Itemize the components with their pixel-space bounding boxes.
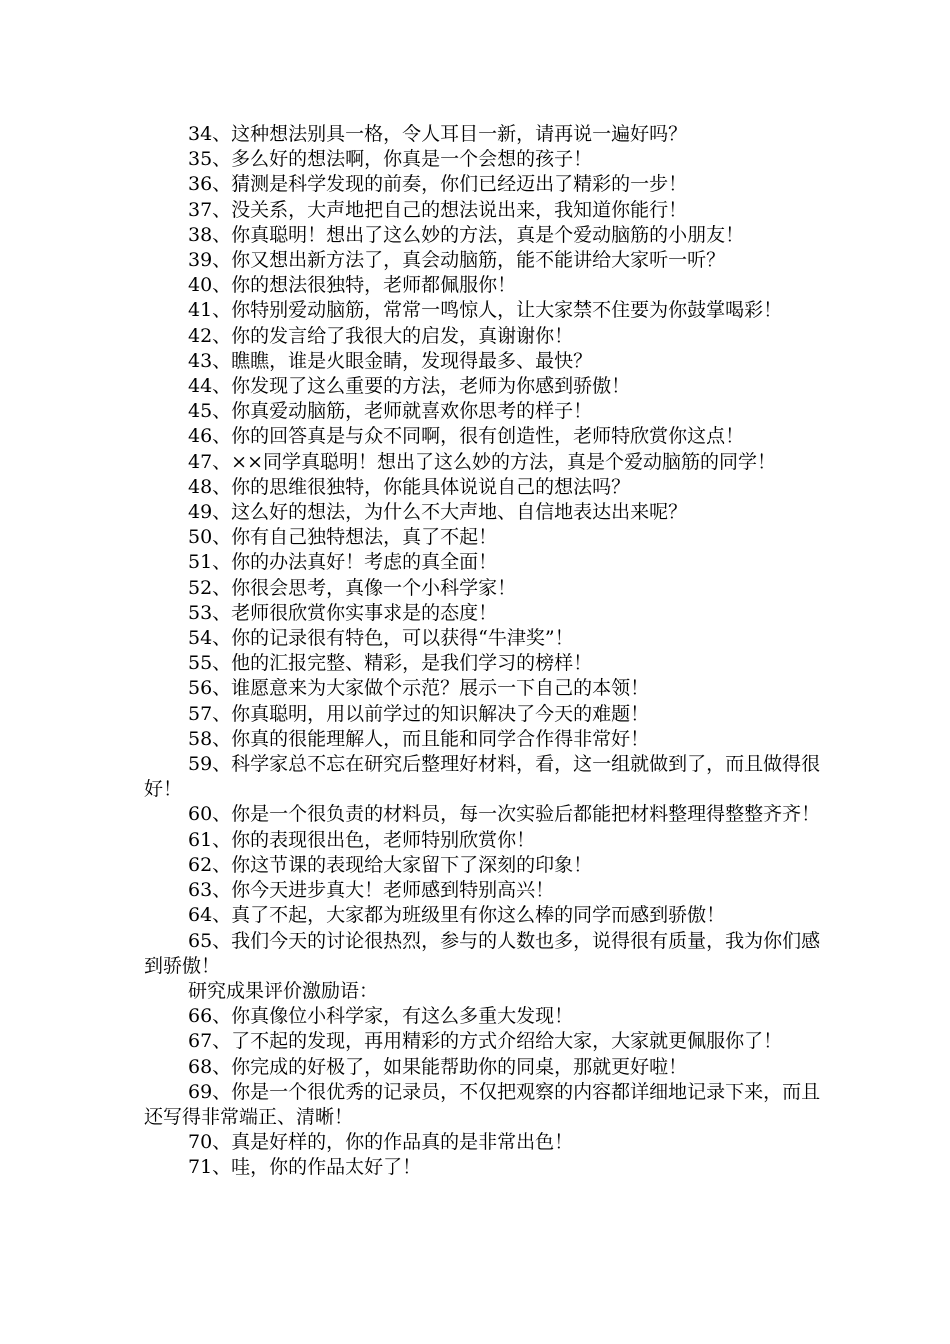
paragraph: 59、科学家总不忘在研究后整理好材料，看，这一组就做到了，而且做得很好！: [144, 753, 821, 801]
paragraph: 68、你完成的好极了，如果能帮助你的同桌，那就更好啦！: [188, 1055, 688, 1078]
paragraph: 58、你真的很能理解人，而且能和同学合作得非常好！: [188, 727, 650, 750]
paragraph: 57、你真聪明，用以前学过的知识解决了今天的难题！: [188, 702, 650, 725]
paragraph: 60、你是一个很负责的材料员，每一次实验后都能把材料整理得整整齐齐！: [188, 803, 821, 826]
paragraph: 71、哇，你的作品太好了！: [188, 1156, 422, 1179]
paragraph: 54、你的记录很有特色，可以获得“牛津奖”！: [188, 627, 574, 650]
paragraph: 40、你的想法很独特，老师都佩服你！: [188, 274, 517, 297]
paragraph: 62、你这节课的表现给大家留下了深刻的印象！: [188, 853, 593, 876]
paragraph: 67、了不起的发现，再用精彩的方式介绍给大家，大家就更佩服你了！: [188, 1030, 783, 1053]
paragraph: 70、真是好样的，你的作品真的是非常出色！: [188, 1131, 574, 1154]
paragraph: 47、××同学真聪明！想出了这么妙的方法，真是个爱动脑筋的同学！: [188, 450, 777, 473]
paragraph: 43、瞧瞧，谁是火眼金睛，发现得最多、最快？: [188, 349, 593, 372]
paragraph: 48、你的思维很独特，你能具体说说自己的想法吗？: [188, 475, 631, 498]
paragraph: 53、老师很欣赏你实事求是的态度！: [188, 601, 498, 624]
paragraph: 56、谁愿意来为大家做个示范？展示一下自己的本领！: [188, 677, 650, 700]
paragraph: 37、没关系，大声地把自己的想法说出来，我知道你能行！: [188, 198, 688, 221]
paragraph: 34、这种想法别具一格，令人耳目一新，请再说一遍好吗？: [188, 123, 688, 145]
document-body: [144, 122, 824, 1181]
paragraph: 39、你又想出新方法了，真会动脑筋，能不能讲给大家听一听？: [188, 249, 726, 272]
paragraph: 55、他的汇报完整、精彩，是我们学习的榜样！: [188, 652, 593, 675]
paragraph: 44、你发现了这么重要的方法，老师为你感到骄傲！: [188, 375, 631, 398]
paragraph: 65、我们今天的讨论很热烈，参与的人数也多，说得很有质量，我为你们感到骄傲！: [144, 929, 821, 977]
paragraph: 50、你有自己独特想法，真了不起！: [188, 526, 498, 549]
paragraph: 69、你是一个很优秀的记录员，不仅把观察的内容都详细地记录下来，而且还写得非常端正、清晰！: [144, 1080, 821, 1128]
paragraph: 45、你真爱动脑筋，老师就喜欢你思考的样子！: [188, 400, 593, 423]
paragraph: 49、这么好的想法，为什么不大声地、自信地表达出来呢？: [188, 501, 688, 524]
paragraph: 63、你今天进步真大！老师感到特别高兴！: [188, 879, 555, 902]
paragraph: 46、你的回答真是与众不同啊，很有创造性，老师特欣赏你这点！: [188, 425, 745, 448]
paragraph: 61、你的表现很出色，老师特别欣赏你！: [188, 828, 536, 851]
paragraph: 64、真了不起，大家都为班级里有你这么棒的同学而感到骄傲！: [188, 904, 726, 927]
paragraph: 51、你的办法真好！考虑的真全面！: [188, 551, 498, 574]
paragraph: 66、你真像位小科学家，有这么多重大发现！: [188, 1005, 574, 1028]
paragraph: 35、多么好的想法啊，你真是一个会想的孩子！: [188, 148, 593, 171]
paragraph: 38、你真聪明！想出了这么妙的方法，真是个爱动脑筋的小朋友！: [188, 223, 745, 246]
paragraph: 41、你特别爱动脑筋，常常一鸣惊人，让大家禁不住要为你鼓掌喝彩！: [188, 299, 783, 322]
section-heading: 研究成果评价激励语：: [188, 979, 379, 1002]
paragraph: 42、你的发言给了我很大的启发，真谢谢你！: [188, 324, 574, 347]
paragraph: 52、你很会思考，真像一个小科学家！: [188, 576, 517, 599]
paragraph: 36、猜测是科学发现的前奏，你们已经迈出了精彩的一步！: [188, 173, 688, 196]
